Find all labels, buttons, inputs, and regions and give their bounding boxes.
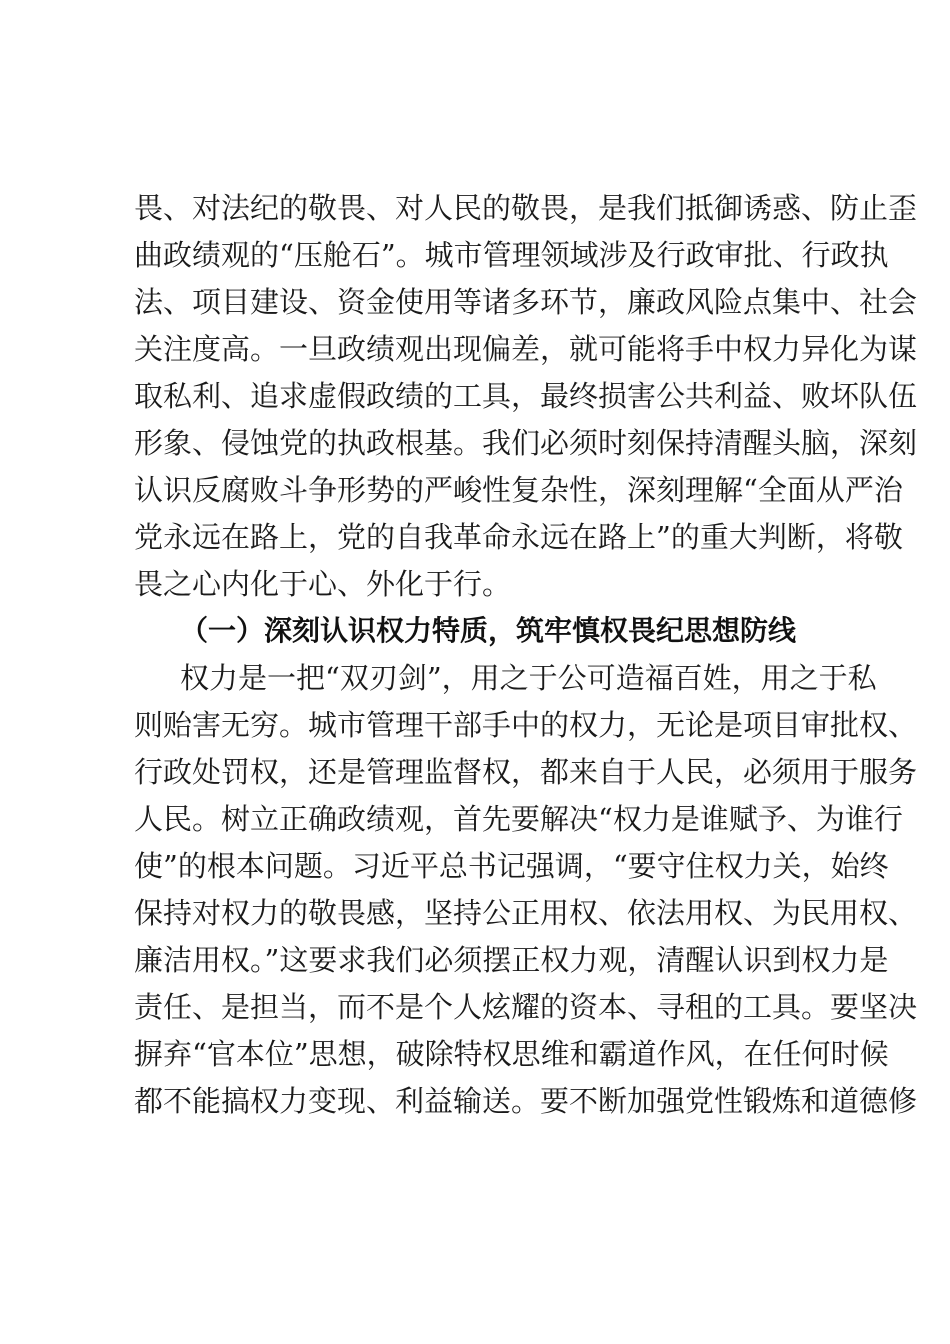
text-line: 畏之心内化于心、外化于行。 [134,567,512,601]
text-line: 取私利、追求虚假政绩的工具，最终损害公共利益、败坏队伍 [134,379,918,413]
text-line: 保持对权力的敬畏感，坚持公正用权、依法用权、为民用权、 [134,896,918,930]
text-line: 行政处罚权，还是管理监督权，都来自于人民，必须用于服务 [134,755,918,789]
text-line: 曲政绩观的“压舱石”。城市管理领域涉及行政审批、行政执 [134,238,889,272]
text-line: 都不能搞权力变现、利益输送。要不断加强党性锻炼和道德修 [134,1084,918,1118]
text-line: 权力是一把“双刃剑”，用之于公可造福百姓，用之于私 [180,661,877,695]
text-line: 认识反腐败斗争形势的严峻性复杂性，深刻理解“全面从严治 [134,473,903,507]
text-line: 党永远在路上，党的自我革命永远在路上”的重大判断，将敬 [134,520,903,554]
text-line: 使”的根本问题。习近平总书记强调，“要守住权力关，始终 [134,849,889,883]
text-line: 形象、侵蚀党的执政根基。我们必须时刻保持清醒头脑，深刻 [134,426,918,460]
text-line: 人民。树立正确政绩观，首先要解决“权力是谁赋予、为谁行 [134,802,903,836]
text-line: 关注度高。一旦政绩观出现偏差，就可能将手中权力异化为谋 [134,332,918,366]
section-heading: （一）深刻认识权力特质，筑牢慎权畏纪思想防线 [180,614,797,647]
text-line: 责任、是担当，而不是个人炫耀的资本、寻租的工具。要坚决 [134,990,918,1024]
text-line: 则贻害无穷。城市管理干部手中的权力，无论是项目审批权、 [134,708,918,742]
text-line: 畏、对法纪的敬畏、对人民的敬畏，是我们抵御诱惑、防止歪 [134,191,918,225]
text-line: 摒弃“官本位”思想，破除特权思维和霸道作风，在任何时候 [134,1037,889,1071]
text-line: 法、项目建设、资金使用等诸多环节，廉政风险点集中、社会 [134,285,918,319]
text-line: 廉洁用权。”这要求我们必须摆正权力观，清醒认识到权力是 [134,943,889,977]
